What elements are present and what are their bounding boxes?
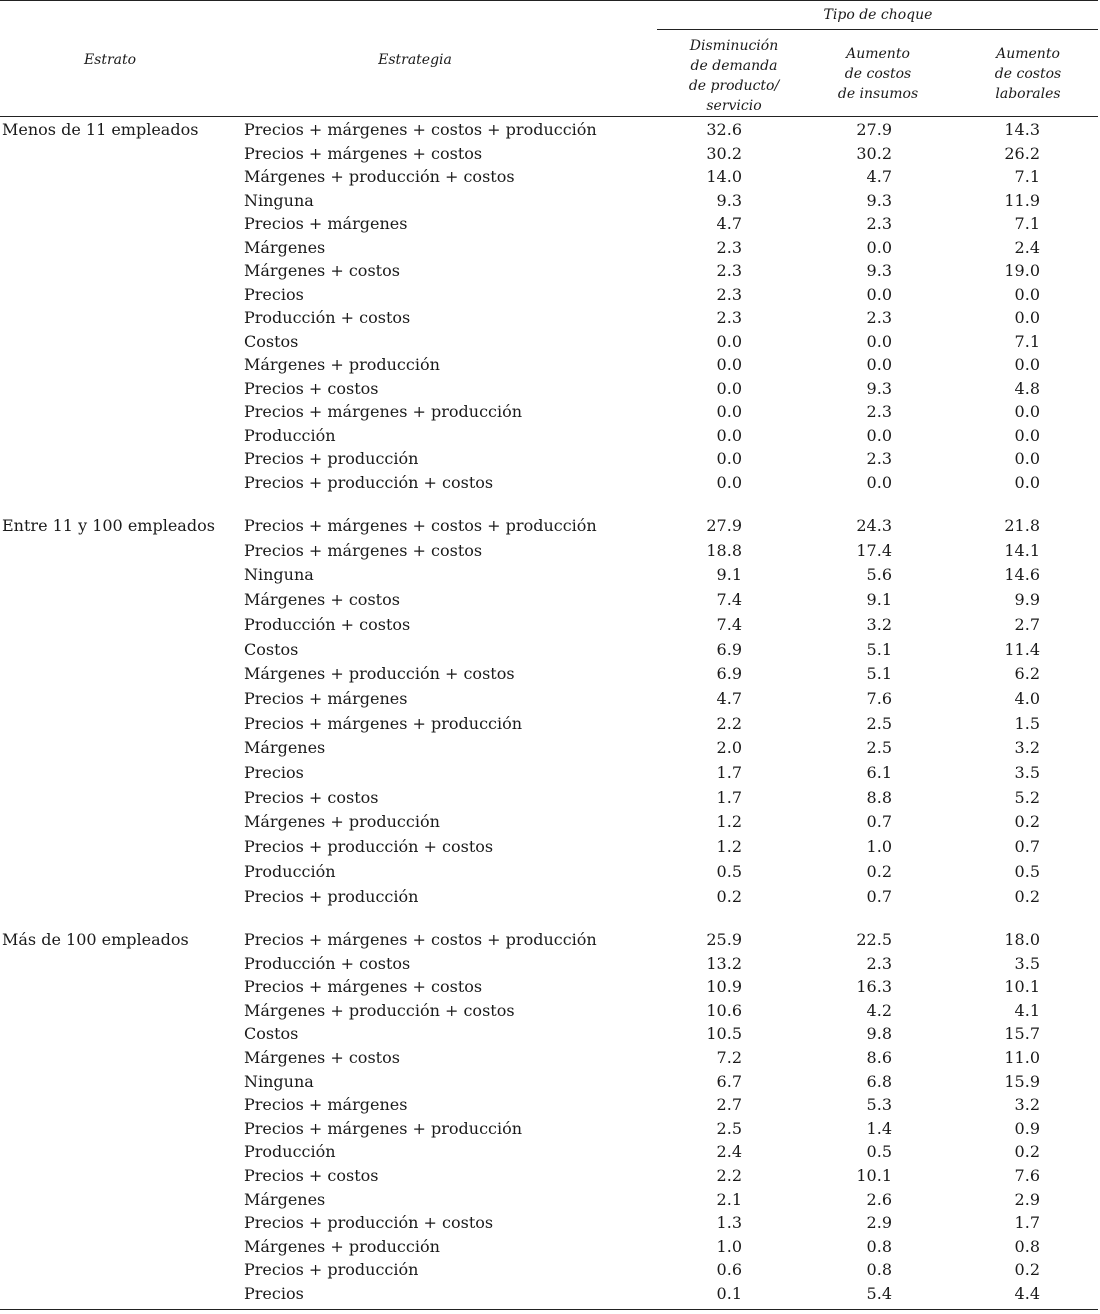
labor-costs-cell: 2.4 (1014, 237, 1040, 257)
labor-costs-cell: 0.9 (1014, 1118, 1040, 1138)
input-costs-cell: 6.1 (866, 763, 892, 782)
labor-costs-cell: 14.1 (1004, 540, 1040, 560)
demand-drop-cell: 2.2 (716, 1166, 742, 1185)
input-costs-cell: 0.8 (866, 1260, 892, 1280)
strategy-cell: Márgenes (244, 237, 326, 257)
strategy-cell: Precios (244, 763, 304, 782)
labor-costs-cell: 14.6 (1004, 565, 1040, 585)
strategy-cell: Producción (244, 425, 336, 445)
input-costs-cell: 2.3 (866, 214, 892, 233)
strategy-cell: Precios + márgenes + costos + producción (244, 516, 597, 535)
input-costs-cell: 2.3 (866, 402, 892, 421)
strategy-cell: Precios + producción (244, 886, 419, 906)
input-costs-cell: 0.0 (866, 355, 892, 374)
labor-costs-cell: 0.0 (1014, 355, 1040, 374)
demand-drop-cell: 2.0 (716, 738, 742, 758)
input-costs-cell: 2.5 (866, 738, 892, 758)
strategy-cell: Márgenes + costos (244, 1048, 400, 1067)
stratum-label: Entre 11 y 100 empleados (2, 516, 215, 535)
strategy-cell: Precios + márgenes (244, 214, 408, 233)
input-costs-cell: 2.3 (866, 953, 892, 973)
input-costs-cell: 0.0 (866, 237, 892, 257)
strategy-cell: Ninguna (244, 190, 314, 210)
labor-costs-header: Aumento de costos laborales (994, 46, 1062, 102)
top-rule (0, 0, 1098, 1)
labor-costs-cell: 15.9 (1004, 1071, 1040, 1091)
strategy-cell: Precios + producción + costos (244, 837, 494, 857)
strategy-cell: Precios + costos (244, 1166, 379, 1185)
input-costs-cell: 5.1 (866, 664, 892, 684)
labor-costs-cell: 2.9 (1014, 1189, 1040, 1209)
demand-drop-cell: 2.3 (716, 237, 742, 257)
labor-costs-cell: 0.0 (1014, 425, 1040, 445)
demand-drop-header: Disminución de demanda de producto/ servicio (688, 38, 780, 114)
strategy-cell: Ninguna (244, 565, 314, 585)
strategy-cell: Márgenes + producción (244, 1236, 440, 1256)
labor-costs-cell: 7.1 (1014, 331, 1040, 351)
labor-costs-cell: 0.7 (1014, 837, 1040, 857)
input-costs-cell: 16.3 (856, 977, 892, 997)
input-costs-cell: 0.0 (866, 472, 892, 492)
labor-costs-cell: 0.5 (1014, 861, 1040, 881)
labor-costs-cell: 11.9 (1004, 190, 1040, 210)
input-costs-cell: 2.5 (866, 713, 892, 733)
strategy-cell: Precios + márgenes + costos (244, 143, 483, 163)
demand-drop-cell: 2.4 (716, 1142, 742, 1162)
labor-costs-cell: 1.5 (1014, 713, 1040, 733)
strategy-cell: Márgenes + costos (244, 261, 400, 280)
input-costs-cell: 0.7 (866, 886, 892, 906)
demand-drop-cell: 2.3 (716, 261, 742, 280)
labor-costs-cell: 3.2 (1014, 1095, 1040, 1115)
labor-costs-cell: 0.2 (1014, 812, 1040, 832)
labor-costs-cell: 3.5 (1014, 763, 1040, 782)
strategy-cell: Márgenes + costos (244, 590, 400, 610)
stratum-label: Más de 100 empleados (2, 930, 189, 949)
labor-costs-cell: 4.8 (1014, 378, 1040, 398)
input-costs-cell: 0.0 (866, 331, 892, 351)
input-costs-cell: 5.1 (866, 639, 892, 659)
shock-type-header: Tipo de choque (823, 7, 933, 23)
demand-drop-cell: 1.0 (716, 1236, 742, 1256)
demand-drop-cell: 1.2 (716, 812, 742, 832)
input-costs-cell: 9.1 (866, 590, 892, 610)
strategy-cell: Ninguna (244, 1071, 314, 1091)
demand-drop-cell: 13.2 (706, 953, 742, 973)
demand-drop-cell: 10.9 (706, 977, 742, 997)
demand-drop-cell: 1.2 (716, 837, 742, 857)
shock-type-rule (657, 29, 1098, 30)
input-costs-cell: 0.2 (866, 861, 892, 881)
labor-costs-cell: 11.0 (1004, 1048, 1040, 1067)
input-costs-cell: 0.0 (866, 284, 892, 304)
demand-drop-cell: 2.5 (716, 1118, 742, 1138)
strategy-cell: Precios + márgenes + costos (244, 540, 483, 560)
input-costs-header: Aumento de costos de insumos (837, 46, 919, 102)
demand-drop-cell: 2.7 (716, 1095, 742, 1115)
input-costs-cell: 2.6 (866, 1189, 892, 1209)
input-costs-cell: 9.3 (866, 378, 892, 398)
demand-drop-cell: 10.6 (706, 1000, 742, 1020)
demand-drop-cell: 0.0 (716, 472, 742, 492)
demand-drop-cell: 25.9 (706, 930, 742, 949)
labor-costs-cell: 0.0 (1014, 472, 1040, 492)
labor-costs-cell: 21.8 (1004, 516, 1040, 535)
demand-drop-cell: 0.0 (716, 331, 742, 351)
input-costs-cell: 24.3 (856, 516, 892, 535)
input-costs-cell: 5.6 (866, 565, 892, 585)
input-costs-cell: 8.6 (866, 1048, 892, 1067)
labor-costs-cell: 0.8 (1014, 1236, 1040, 1256)
demand-drop-cell: 7.2 (716, 1048, 742, 1067)
labor-costs-cell: 11.4 (1004, 639, 1040, 659)
strategy-cell: Precios + márgenes + costos + producción (244, 120, 597, 139)
input-costs-cell: 10.1 (856, 1166, 892, 1185)
demand-drop-cell: 0.0 (716, 425, 742, 445)
labor-costs-cell: 4.4 (1014, 1284, 1040, 1303)
demand-drop-cell: 1.3 (716, 1213, 742, 1233)
demand-drop-cell: 27.9 (706, 516, 742, 535)
demand-drop-cell: 0.2 (716, 886, 742, 906)
strategy-cell: Precios + producción + costos (244, 472, 494, 492)
labor-costs-cell: 7.6 (1014, 1166, 1040, 1185)
strategy-cell: Precios + márgenes + producción (244, 1118, 523, 1138)
strategy-cell: Márgenes + producción (244, 355, 440, 374)
strategy-cell: Precios + producción (244, 1260, 419, 1280)
strategy-cell: Márgenes (244, 738, 326, 758)
strategy-cell: Márgenes + producción + costos (244, 167, 515, 186)
strategy-cell: Producción + costos (244, 953, 411, 973)
labor-costs-cell: 3.5 (1014, 953, 1040, 973)
labor-costs-cell: 15.7 (1004, 1024, 1040, 1044)
demand-drop-cell: 6.9 (716, 639, 742, 659)
stratum-label: Menos de 11 empleados (2, 120, 199, 139)
input-costs-cell: 5.4 (866, 1284, 892, 1303)
strategy-header: Estrategia (378, 52, 452, 68)
input-costs-cell: 4.7 (866, 167, 892, 186)
strategy-cell: Precios (244, 1284, 304, 1303)
labor-costs-cell: 0.2 (1014, 1142, 1040, 1162)
labor-costs-cell: 2.7 (1014, 614, 1040, 634)
demand-drop-cell: 0.5 (716, 861, 742, 881)
strategy-cell: Márgenes + producción + costos (244, 1000, 515, 1020)
demand-drop-cell: 1.7 (716, 787, 742, 807)
input-costs-cell: 0.5 (866, 1142, 892, 1162)
labor-costs-cell: 0.0 (1014, 308, 1040, 327)
labor-costs-cell: 4.1 (1014, 1000, 1040, 1020)
labor-costs-cell: 14.3 (1004, 120, 1040, 139)
strategy-cell: Márgenes (244, 1189, 326, 1209)
input-costs-cell: 3.2 (866, 614, 892, 634)
input-costs-cell: 1.4 (866, 1118, 892, 1138)
input-costs-cell: 9.3 (866, 190, 892, 210)
labor-costs-cell: 4.0 (1014, 688, 1040, 708)
labor-costs-cell: 6.2 (1014, 664, 1040, 684)
bottom-rule (0, 1309, 1098, 1310)
demand-drop-cell: 0.0 (716, 402, 742, 421)
demand-drop-cell: 2.3 (716, 284, 742, 304)
demand-drop-cell: 6.7 (716, 1071, 742, 1091)
demand-drop-cell: 2.2 (716, 713, 742, 733)
input-costs-cell: 9.3 (866, 261, 892, 280)
demand-drop-cell: 18.8 (706, 540, 742, 560)
strategy-cell: Precios + producción (244, 449, 419, 468)
demand-drop-cell: 32.6 (706, 120, 742, 139)
strategy-cell: Costos (244, 331, 299, 351)
input-costs-cell: 7.6 (866, 688, 892, 708)
stratum-header: Estrato (83, 52, 137, 68)
strategy-cell: Producción (244, 1142, 336, 1162)
input-costs-cell: 27.9 (856, 120, 892, 139)
labor-costs-cell: 0.0 (1014, 449, 1040, 468)
labor-costs-cell: 26.2 (1004, 143, 1040, 163)
demand-drop-cell: 10.5 (706, 1024, 742, 1044)
demand-drop-cell: 2.1 (716, 1189, 742, 1209)
demand-drop-cell: 0.0 (716, 449, 742, 468)
demand-drop-cell: 7.4 (716, 590, 742, 610)
labor-costs-cell: 7.1 (1014, 214, 1040, 233)
strategy-cell: Precios + márgenes + costos (244, 977, 483, 997)
input-costs-cell: 0.8 (866, 1236, 892, 1256)
input-costs-cell: 2.9 (866, 1213, 892, 1233)
input-costs-cell: 4.2 (866, 1000, 892, 1020)
demand-drop-cell: 0.1 (716, 1284, 742, 1303)
input-costs-cell: 30.2 (856, 143, 892, 163)
labor-costs-cell: 7.1 (1014, 167, 1040, 186)
demand-drop-cell: 0.0 (716, 355, 742, 374)
strategy-cell: Precios + márgenes (244, 688, 408, 708)
labor-costs-cell: 0.2 (1014, 886, 1040, 906)
labor-costs-cell: 0.2 (1014, 1260, 1040, 1280)
strategy-cell: Producción + costos (244, 614, 411, 634)
demand-drop-cell: 9.1 (716, 565, 742, 585)
strategy-cell: Producción (244, 861, 336, 881)
demand-drop-cell: 4.7 (716, 688, 742, 708)
input-costs-cell: 2.3 (866, 308, 892, 327)
strategy-cell: Precios + márgenes (244, 1095, 408, 1115)
labor-costs-cell: 5.2 (1014, 787, 1040, 807)
strategy-cell: Producción + costos (244, 308, 411, 327)
labor-costs-cell: 10.1 (1004, 977, 1040, 997)
input-costs-cell: 1.0 (866, 837, 892, 857)
strategy-cell: Costos (244, 639, 299, 659)
header-rule (0, 116, 1098, 117)
input-costs-cell: 9.8 (866, 1024, 892, 1044)
input-costs-cell: 22.5 (856, 930, 892, 949)
labor-costs-cell: 9.9 (1014, 590, 1040, 610)
strategy-cell: Precios + producción + costos (244, 1213, 494, 1233)
input-costs-cell: 5.3 (866, 1095, 892, 1115)
labor-costs-cell: 19.0 (1004, 261, 1040, 280)
input-costs-cell: 17.4 (856, 540, 892, 560)
strategy-cell: Precios + márgenes + costos + producción (244, 930, 597, 949)
demand-drop-cell: 4.7 (716, 214, 742, 233)
input-costs-cell: 0.7 (866, 812, 892, 832)
demand-drop-cell: 1.7 (716, 763, 742, 782)
labor-costs-cell: 0.0 (1014, 402, 1040, 421)
labor-costs-cell: 3.2 (1014, 738, 1040, 758)
demand-drop-cell: 14.0 (706, 167, 742, 186)
strategy-cell: Precios + márgenes + producción (244, 402, 523, 421)
labor-costs-cell: 18.0 (1004, 930, 1040, 949)
strategy-cell: Precios + márgenes + producción (244, 713, 523, 733)
demand-drop-cell: 9.3 (716, 190, 742, 210)
demand-drop-cell: 0.0 (716, 378, 742, 398)
strategy-cell: Precios + costos (244, 378, 379, 398)
input-costs-cell: 0.0 (866, 425, 892, 445)
demand-drop-cell: 6.9 (716, 664, 742, 684)
demand-drop-cell: 2.3 (716, 308, 742, 327)
demand-drop-cell: 30.2 (706, 143, 742, 163)
labor-costs-cell: 0.0 (1014, 284, 1040, 304)
strategy-cell: Precios + costos (244, 787, 379, 807)
input-costs-cell: 2.3 (866, 449, 892, 468)
strategy-cell: Márgenes + producción (244, 812, 440, 832)
demand-drop-cell: 7.4 (716, 614, 742, 634)
strategy-cell: Precios (244, 284, 304, 304)
strategy-cell: Costos (244, 1024, 299, 1044)
strategy-cell: Márgenes + producción + costos (244, 664, 515, 684)
labor-costs-cell: 1.7 (1014, 1213, 1040, 1233)
input-costs-cell: 8.8 (866, 787, 892, 807)
input-costs-cell: 6.8 (866, 1071, 892, 1091)
demand-drop-cell: 0.6 (716, 1260, 742, 1280)
